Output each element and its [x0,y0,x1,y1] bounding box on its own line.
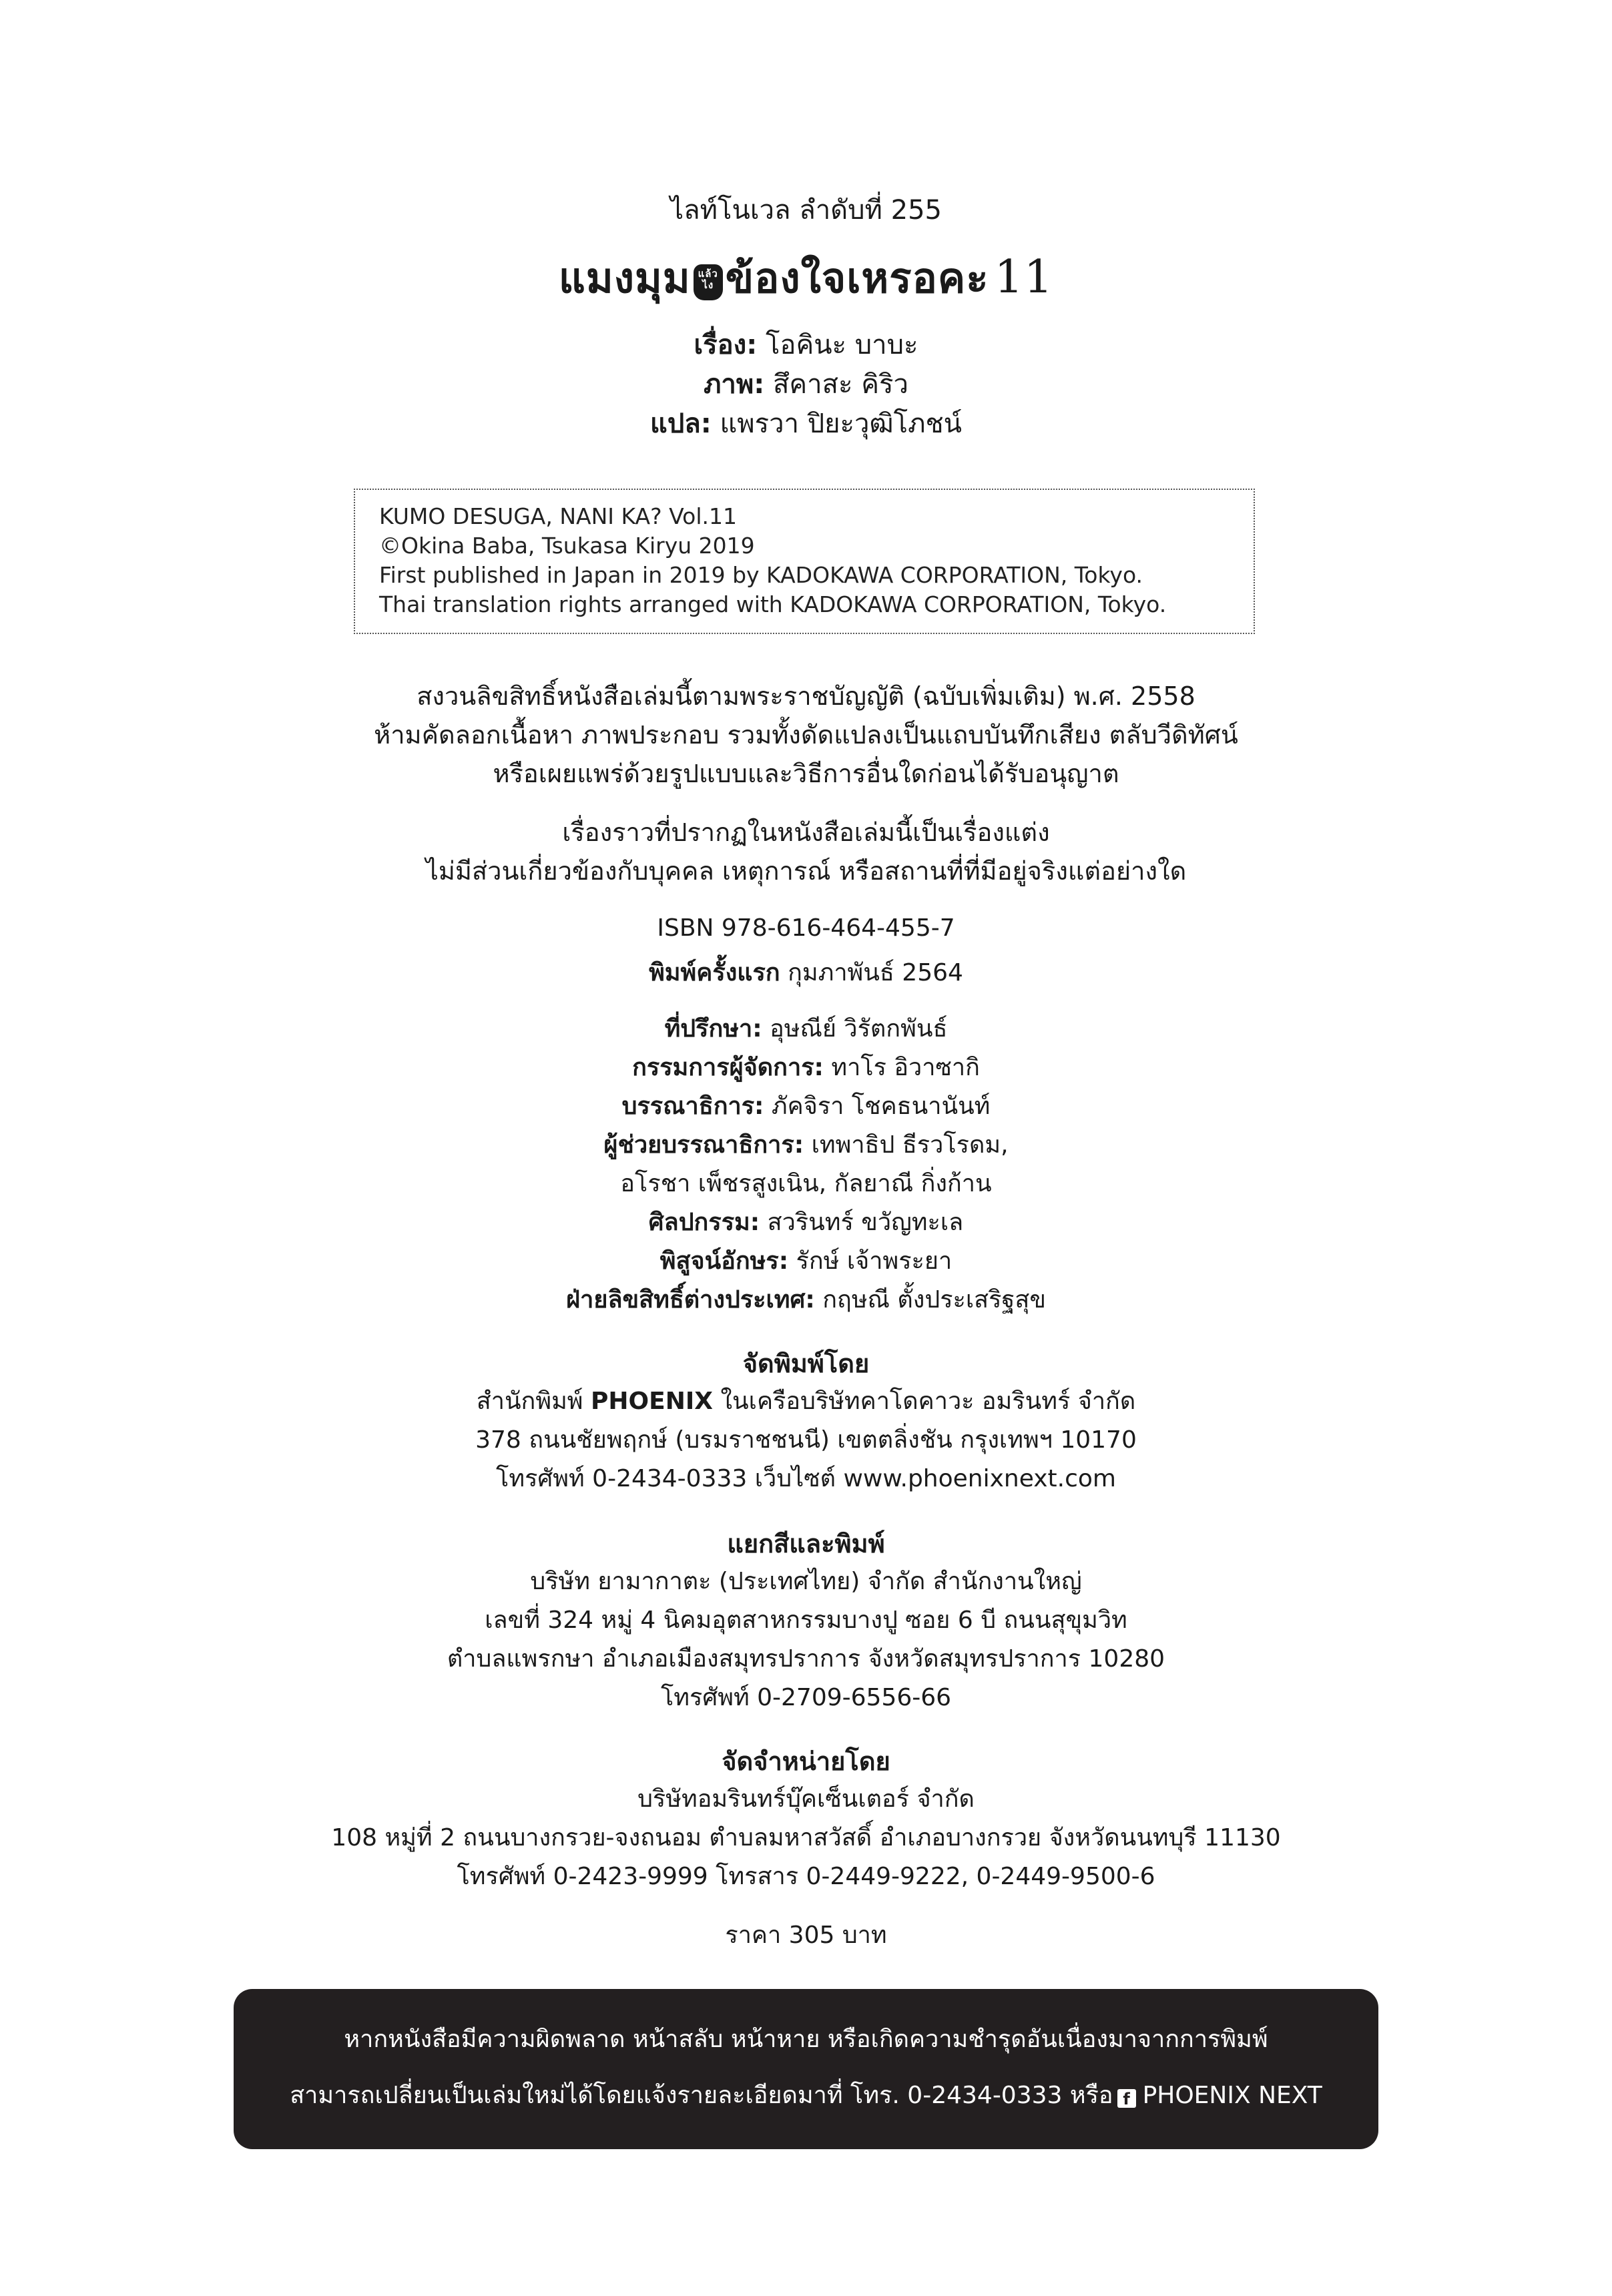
printer-heading: แยกสีและพิมพ์ [727,1529,885,1558]
copyright-line: First published in Japan in 2019 by KADOKAWA CORPORATION, Tokyo. [379,562,1143,588]
defect-notice-box [234,1989,1378,2149]
publisher-contact: โทรศัพท์ 0-2434-0333 เว็บไซต์ www.phoenixnext.com [496,1465,1116,1492]
notice-line-2 [234,2076,1378,2114]
disclaimer-line: เรื่องราวที่ปรากฏในหนังสือเล่มนี้เป็นเรื่องแต่ง [562,818,1050,847]
staff-role: ศิลปกรรม: [648,1209,760,1236]
distributor-line: 108 หมู่ที่ 2 ถนนบางกรวย-จงถนอม ตำบลมหาสวัสดิ์ อำเภอบางกรวย จังหวัดนนทบุรี 11130 [331,1824,1281,1851]
credit-translator [0,402,1612,445]
copyright-line: KUMO DESUGA, NANI KA? Vol.11 [379,503,737,529]
notice-text: สามารถเปลี่ยนเป็นเล่มใหม่ได้โดยแจ้งรายละเอียดมาที่ โทร. 0-2434-0333 หรือ [290,2082,1113,2109]
publisher-suffix: ในเครือบริษัทคาโดคาวะ อมรินทร์ จำกัด [720,1388,1136,1415]
staff-name: รักษ์ เจ้าพระยา [796,1247,953,1275]
credit-value: สึคาสะ คิริว [772,369,908,400]
credit-value: แพรวา ปิยะวุฒิโภชน์ [720,408,962,439]
distributor-line: บริษัทอมรินทร์บุ๊คเซ็นเตอร์ จำกัด [637,1785,975,1813]
first-print-value: กุมภาพันธ์ 2564 [788,959,963,986]
staff-role: ผู้ช่วยบรรณาธิการ: [603,1131,804,1159]
volume-number: 11 [994,251,1054,304]
staff-role: บรรณาธิการ: [621,1093,764,1120]
distributor-heading: จัดจำหน่ายโดย [722,1747,890,1776]
staff-name: ทาโร อิวาซากิ [831,1054,980,1081]
staff-role: พิสูจน์อักษร: [659,1247,789,1275]
badge-top: แล้ว [698,268,718,280]
printer-line: เลขที่ 324 หมู่ 4 นิคมอุตสาหกรรมบางปู ซอย 6 บี ถนนสุขุมวิท [485,1607,1127,1634]
staff-line [0,1125,1612,1163]
book-title [0,246,1612,311]
distributor-line: โทรศัพท์ 0-2423-9999 โทรสาร 0-2449-9222, 0-2449-9500-6 [457,1863,1155,1890]
price: ราคา 305 บาท [725,1922,887,1949]
staff-line [0,1203,1612,1241]
publisher-line [0,1382,1612,1420]
copyright-line: ©Okina Baba, Tsukasa Kiryu 2019 [379,533,755,559]
badge-bottom: ไง [702,279,714,291]
first-print-label: พิมพ์ครั้งแรก [649,959,780,986]
series-number: ไลท์โนเวล ลำดับที่ 255 [670,195,942,226]
staff-name: อุษณีย์ วิรัตกพันธ์ [770,1015,948,1043]
staff-line [0,1280,1612,1318]
staff-line-continued: อโรชา เพ็ชรสูงเนิน, กัลยาณี กิ่งก้าน [620,1170,992,1197]
staff-name: สวรินทร์ ขวัญทะเล [767,1209,964,1236]
legal-line: ห้ามคัดลอกเนื้อหา ภาพประกอบ รวมทั้งดัดแปลงเป็นแถบบันทึกเสียง ตลับวีดิทัศน์ [374,720,1238,750]
notice-line-1: หากหนังสือมีความผิดพลาด หน้าสลับ หน้าหาย หรือเกิดความชำรุดอันเนื่องมาจากการพิมพ์ [344,2026,1268,2053]
credit-label: แปล: [650,408,712,439]
publisher-brand: PHOENIX [591,1388,713,1415]
credit-value: โอคินะ บาบะ [765,330,918,360]
title-part-2: ข้องใจเหรอคะ [725,254,989,302]
isbn: ISBN 978-616-464-455-7 [657,914,955,942]
staff-line [0,1009,1612,1047]
credit-illustrator [0,362,1612,405]
disclaimer-line: ไม่มีส่วนเกี่ยวข้องกับบุคคล เหตุการณ์ หรือสถานที่ที่มีอยู่จริงแต่อย่างใด [425,856,1187,886]
staff-name: ภัคจิรา โชคธนานันท์ [771,1093,991,1120]
staff-role: กรรมการผู้จัดการ: [632,1054,824,1081]
printer-line: บริษัท ยามากาตะ (ประเทศไทย) จำกัด สำนักงานใหญ่ [530,1568,1082,1595]
printer-line: ตำบลแพรกษา อำเภอเมืองสมุทรปราการ จังหวัดสมุทรปราการ 10280 [447,1645,1165,1673]
printer-line: โทรศัพท์ 0-2709-6556-66 [660,1684,952,1711]
credit-author [0,323,1612,366]
copyright-box [354,489,1255,634]
staff-name: กฤษณี ตั้งประเสริฐสุข [822,1286,1046,1314]
notice-brand: PHOENIX NEXT [1142,2082,1322,2109]
title-part-1: แมงมุม [558,254,691,302]
staff-role: ฝ่ายลิขสิทธิ์ต่างประเทศ: [566,1286,815,1314]
credit-label: ภาพ: [704,369,765,400]
first-print [0,953,1612,991]
publisher-address: 378 ถนนชัยพฤกษ์ (บรมราชชนนี) เขตตลิ่งชัน กรุงเทพฯ 10170 [475,1426,1137,1454]
staff-name: เทพาธิป ธีรวโรดม, [811,1131,1009,1159]
facebook-icon: f [1117,2089,1136,2108]
staff-line [0,1241,1612,1279]
staff-line [0,1048,1612,1086]
credit-label: เรื่อง: [694,330,758,360]
legal-line: สงวนลิขสิทธิ์หนังสือเล่มนี้ตามพระราชบัญญัติ (ฉบับเพิ่มเติม) พ.ศ. 2558 [417,681,1195,711]
publisher-prefix: สำนักพิมพ์ [476,1388,583,1415]
copyright-line: Thai translation rights arranged with KADOKAWA CORPORATION, Tokyo. [379,591,1167,617]
publisher-heading: จัดพิมพ์โดย [742,1349,870,1378]
title-badge [694,264,723,300]
staff-line [0,1087,1612,1125]
legal-line: หรือเผยแพร่ด้วยรูปแบบและวิธีการอื่นใดก่อนได้รับอนุญาต [493,759,1119,788]
staff-role: ที่ปรึกษา: [664,1015,762,1043]
